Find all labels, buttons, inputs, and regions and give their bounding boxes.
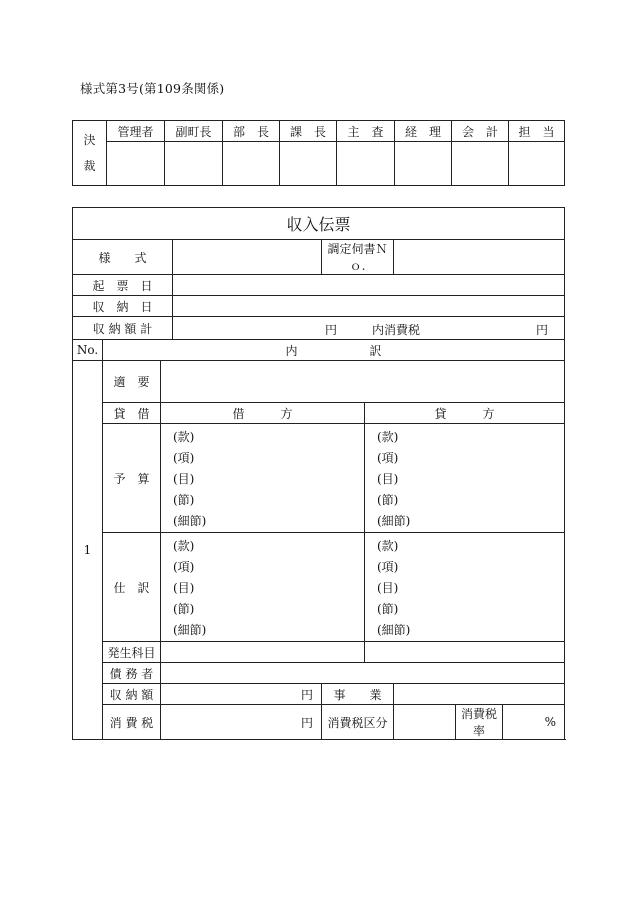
shohizei-kubun-label: 消費税区分 [322, 705, 394, 740]
karikata-header: 借 方 [161, 403, 365, 424]
role-kaikei: 会 計 [452, 121, 509, 142]
yosan-credit-kan: (款) [377, 430, 399, 444]
role-bucho: 部 長 [223, 121, 280, 142]
stamp-box-tanto[interactable] [509, 142, 565, 186]
shiwake-label: 仕 訳 [103, 533, 161, 642]
taishaku-label: 貸 借 [103, 403, 161, 424]
row-number: 1 [73, 361, 103, 740]
stamp-box-kaikei[interactable] [452, 142, 509, 186]
stamp-box-keiri[interactable] [395, 142, 452, 186]
kashikata-header: 貸 方 [365, 403, 565, 424]
yosan-credit-saisetsu: (細節) [377, 514, 411, 528]
shiwake-credit-saisetsu: (細節) [377, 623, 411, 637]
tekiyo-field[interactable] [161, 361, 565, 403]
shiwake-debit-cell[interactable] [161, 533, 365, 642]
hassei-kamoku-label: 発生科目 [103, 642, 161, 663]
kihyobi-label: 起 票 日 [73, 275, 173, 296]
stamp-box-shusa[interactable] [337, 142, 395, 186]
choteisho-field[interactable] [394, 240, 565, 275]
yosan-credit-setsu: (節) [377, 493, 399, 507]
yosan-debit-moku: (目) [173, 472, 195, 486]
yoshiki-label: 様 式 [73, 240, 173, 275]
revenue-slip-table [72, 207, 565, 740]
slip-title: 収入伝票 [73, 208, 565, 240]
stamp-box-kacho[interactable] [280, 142, 337, 186]
shohizei-ritsu-field[interactable] [503, 705, 565, 740]
role-shusa: 主 査 [337, 121, 395, 142]
yosan-debit-cell[interactable] [161, 424, 365, 533]
shohizei-field[interactable] [161, 705, 322, 740]
shunogakukei-label: 収 納 額 計 [73, 317, 173, 340]
saimusha-field[interactable] [161, 663, 565, 684]
percent-sign: % [544, 715, 557, 729]
shunobi-field[interactable] [173, 296, 565, 317]
saimusha-label: 債 務 者 [103, 663, 161, 684]
yosan-debit-ko: (項) [173, 451, 195, 465]
shunogaku-yen: 円 [300, 687, 313, 702]
role-keiri: 経 理 [395, 121, 452, 142]
shiwake-credit-cell[interactable] [365, 533, 565, 642]
yosan-debit-saisetsu: (細節) [173, 514, 207, 528]
shiwake-debit-kan: (款) [173, 539, 195, 553]
uchi-shohizei-yen: 円 [536, 323, 549, 337]
shiwake-credit-setsu: (節) [377, 602, 399, 616]
hassei-kamoku-credit-field[interactable] [365, 642, 565, 663]
shunogaku-field[interactable] [161, 684, 322, 705]
uchi-shohizei-label: 内消費税 [372, 323, 421, 337]
role-fukuchocho: 副町長 [165, 121, 223, 142]
hassei-kamoku-debit-field[interactable] [161, 642, 365, 663]
shunogaku-label: 収 納 額 [103, 684, 161, 705]
shiwake-debit-setsu: (節) [173, 602, 195, 616]
shiwake-credit-moku: (目) [377, 581, 399, 595]
shunobi-label: 収 納 日 [73, 296, 173, 317]
yoshiki-field[interactable] [173, 240, 322, 275]
shiwake-debit-ko: (項) [173, 560, 195, 574]
jigyo-label: 事 業 [322, 684, 394, 705]
approval-label [73, 121, 107, 186]
shiwake-credit-ko: (項) [377, 560, 399, 574]
stamp-box-bucho[interactable] [223, 142, 280, 186]
stamp-box-fukuchocho[interactable] [165, 142, 223, 186]
stamp-box-kanrisha[interactable] [107, 142, 165, 186]
shunogakukei-field[interactable] [173, 317, 565, 340]
approval-label-top: 決 [83, 133, 96, 147]
jigyo-field[interactable] [394, 684, 565, 705]
choteisho-label: 調定伺書Ｎｏ. [322, 240, 394, 275]
yosan-debit-setsu: (節) [173, 493, 195, 507]
shohizei-kubun-field[interactable] [394, 705, 456, 740]
shohizei-label: 消 費 税 [103, 705, 161, 740]
approval-table [72, 120, 565, 186]
yosan-label: 予 算 [103, 424, 161, 533]
shiwake-debit-moku: (目) [173, 581, 195, 595]
shunogakukei-yen: 円 [325, 323, 338, 337]
no-label: No. [73, 340, 103, 361]
yosan-credit-cell[interactable] [365, 424, 565, 533]
shiwake-credit-kan: (款) [377, 539, 399, 553]
uchiwake-label: 内 訳 [103, 340, 565, 361]
kihyobi-field[interactable] [173, 275, 565, 296]
approval-label-bottom: 裁 [83, 159, 96, 173]
yosan-credit-ko: (項) [377, 451, 399, 465]
role-kanrisha: 管理者 [107, 121, 165, 142]
role-kacho: 課 長 [280, 121, 337, 142]
role-tanto: 担 当 [509, 121, 565, 142]
yosan-debit-kan: (款) [173, 430, 195, 444]
shohizei-yen: 円 [300, 715, 313, 730]
yosan-credit-moku: (目) [377, 472, 399, 486]
tekiyo-label: 適 要 [103, 361, 161, 403]
shiwake-debit-saisetsu: (細節) [173, 623, 207, 637]
form-reference: 様式第3号(第109条関係) [80, 81, 225, 96]
shohizei-ritsu-label: 消費税率 [456, 705, 503, 740]
